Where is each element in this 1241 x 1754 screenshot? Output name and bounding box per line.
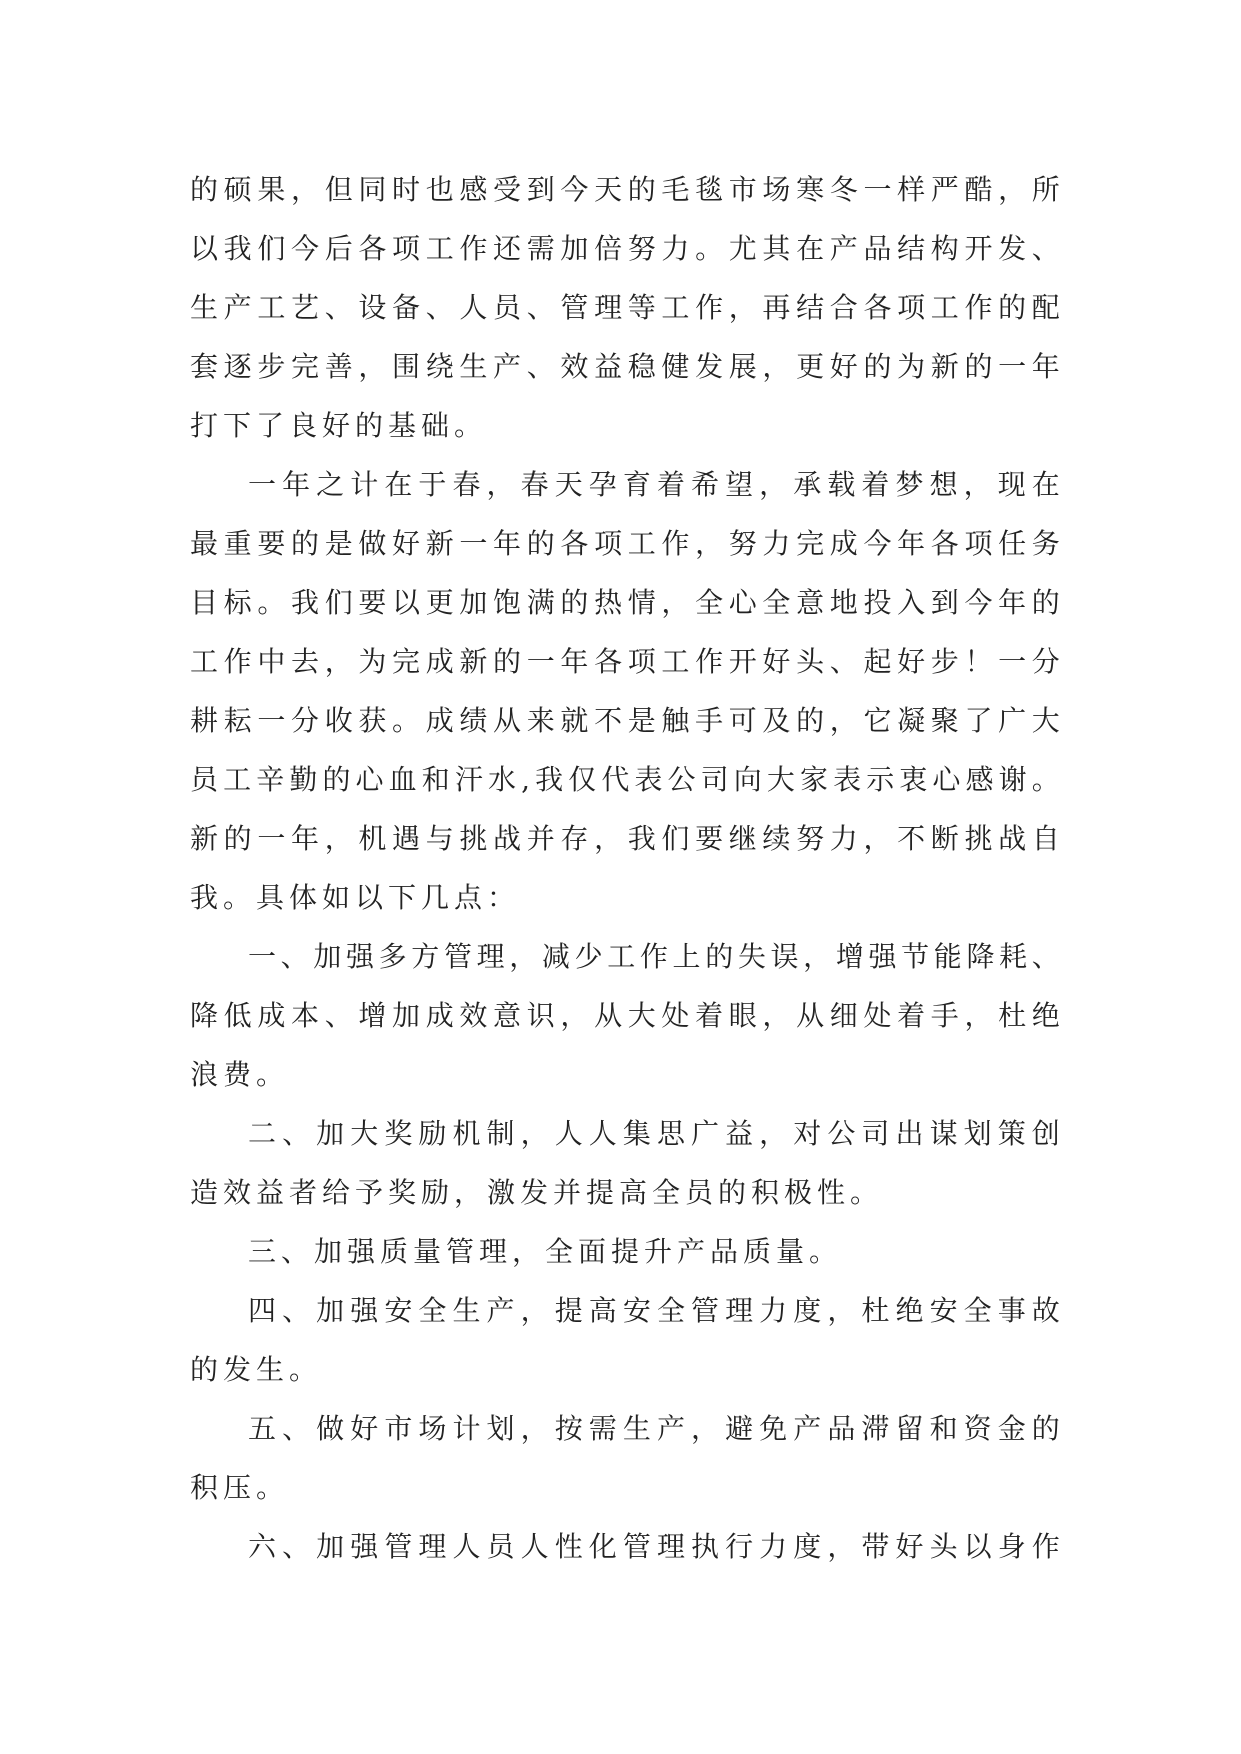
text-line: 目 标 。 我 们 要 以 更 加 饱 满 的 热 情 ， 全 心 全 意 地 投 入 到 今 年 的 <box>190 586 1060 619</box>
list-item-6: 六 、 加 强 管 理 人 员 人 性 化 管 理 执 行 力 度 ， 带 好 头 以 身 作 <box>248 1530 1060 1563</box>
text-line: 工 作 中 去 ， 为 完 成 新 的 一 年 各 项 工 作 开 好 头 、 起 好 步 ！ 一 分 <box>190 645 1060 678</box>
document-body <box>190 160 1060 1576</box>
text-line: 造效益者给予奖励，激发并提高全员的积极性。 <box>190 1176 884 1209</box>
list-item-2: 二 、 加 大 奖 励 机 制 ， 人 人 集 思 广 益 ， 对 公 司 出 谋 划 策 创 <box>248 1117 1060 1150</box>
list-item-3: 三、加强质量管理，全面提升产品质量。 <box>248 1235 843 1268</box>
text-line: 降 低 成 本 、 增 加 成 效 意 识 ， 从 大 处 着 眼 ， 从 细 处 着 手 ， 杜 绝 <box>190 999 1060 1032</box>
text-line: 的发生。 <box>190 1353 323 1386</box>
text-line: 打下了良好的基础。 <box>190 409 488 442</box>
text-line: 最 重 要 的 是 做 好 新 一 年 的 各 项 工 作 ， 努 力 完 成 今 年 各 项 任 务 <box>190 527 1060 560</box>
list-item-5: 五 、 做 好 市 场 计 划 ， 按 需 生 产 ， 避 免 产 品 滞 留 和 资 金 的 <box>248 1412 1060 1445</box>
text-line: 耕 耘 一 分 收 获 。 成 绩 从 来 就 不 是 触 手 可 及 的 ， 它 凝 聚 了 广 大 <box>190 704 1060 737</box>
text-line: 浪费。 <box>190 1058 290 1091</box>
text-line: 新 的 一 年 ， 机 遇 与 挑 战 并 存 ， 我 们 要 继 续 努 力 ， 不 断 挑 战 自 <box>190 822 1060 855</box>
list-item-4: 四 、 加 强 安 全 生 产 ， 提 高 安 全 管 理 力 度 ， 杜 绝 安 全 事 故 <box>248 1294 1060 1327</box>
text-line: 以 我 们 今 后 各 项 工 作 还 需 加 倍 努 力 。 尤 其 在 产 品 结 构 开 发 、 <box>190 232 1060 265</box>
text-line: 生 产 工 艺 、 设 备 、 人 员 、 管 理 等 工 作 ， 再 结 合 各 项 工 作 的 配 <box>190 291 1060 324</box>
text-line: 员 工 辛 勤 的 心 血 和 汗 水 , 我 仅 代 表 公 司 向 大 家 表 示 衷 心 感 谢 。 <box>190 763 1060 796</box>
paragraph-first-line: 一 年 之 计 在 于 春 ， 春 天 孕 育 着 希 望 ， 承 载 着 梦 想 ， 现 在 <box>248 468 1060 501</box>
text-line: 套 逐 步 完 善 ， 围 绕 生 产 、 效 益 稳 健 发 展 ， 更 好 的 为 新 的 一 年 <box>190 350 1060 383</box>
list-item-1: 一 、 加 强 多 方 管 理 ， 减 少 工 作 上 的 失 误 ， 增 强 节 能 降 耗 、 <box>248 940 1060 973</box>
text-line: 我。具体如以下几点： <box>190 881 521 914</box>
text-line: 的 硕 果 ， 但 同 时 也 感 受 到 今 天 的 毛 毯 市 场 寒 冬 一 样 严 酷 ， 所 <box>190 173 1060 206</box>
text-line: 积压。 <box>190 1471 290 1504</box>
